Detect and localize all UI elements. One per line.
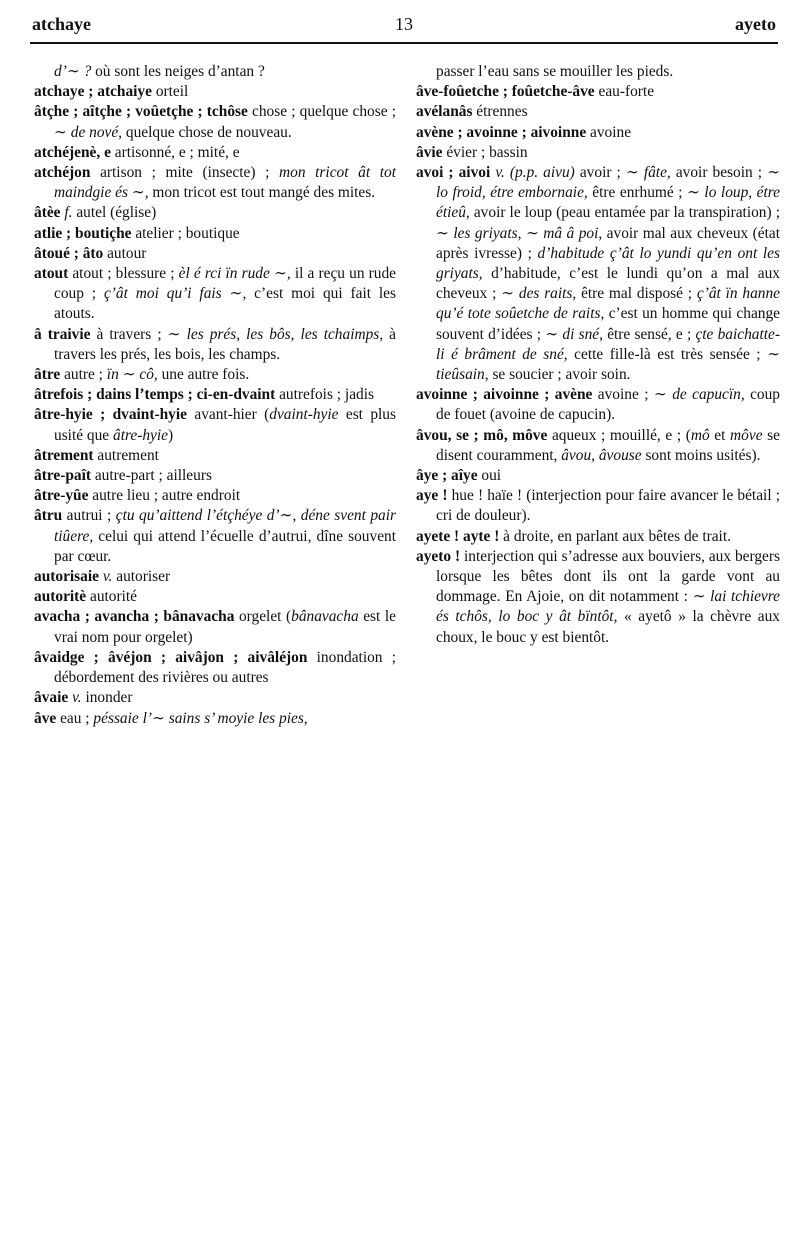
definition-text: aqueux ; mouillé, e ; ( [547, 426, 691, 444]
definition-text: avant-hier ( [186, 406, 270, 424]
dictionary-entry [34, 385, 396, 405]
dictionary-entry [34, 486, 396, 506]
dictionary-entry [34, 102, 396, 142]
dictionary-entry [416, 527, 780, 547]
dictionary-entry [34, 405, 396, 445]
definition-text: étrennes [472, 103, 528, 121]
definition-text: être mal disposé ; [576, 285, 697, 303]
example-text: môve [730, 426, 763, 444]
example-text: ∼ des raits, [501, 285, 577, 303]
example-text: mon tricot ât tot maindgie és ∼, [54, 164, 396, 202]
dictionary-entry [34, 709, 396, 729]
definition-text: ) [167, 426, 174, 444]
dictionary-entry [416, 466, 780, 486]
definition-text: une autre fois. [157, 366, 250, 384]
dictionary-entry [416, 163, 780, 385]
headword: â traivie [34, 325, 91, 343]
definition-text: autrui ; [62, 507, 116, 525]
dictionary-entry [34, 607, 396, 647]
headword: âvaidge ; âvéjon ; aivâjon ; aivâléjon [34, 648, 308, 666]
example-text: d’∼ ? [54, 63, 92, 80]
dictionary-entry [34, 506, 396, 567]
dictionary-entry [416, 123, 780, 143]
headword: âvaie [34, 689, 69, 707]
right-column [416, 62, 780, 648]
left-column [34, 62, 396, 729]
definition-text: avoine ; [592, 386, 654, 404]
dictionary-entry [416, 62, 780, 82]
definition-text: coup de fouet (avoine de capucin). [436, 386, 781, 424]
page-number: 13 [395, 14, 413, 34]
definition-text: à travers les prés, les bois, les champs. [54, 325, 397, 363]
headword: atout [34, 265, 69, 283]
example-text: âtre-hyie [113, 426, 168, 444]
example-text: ∼ tieûsain, [436, 345, 780, 384]
definition-text: eau ; [56, 709, 94, 727]
example-text: èl é rci ïn rude ∼, [178, 265, 291, 283]
right-guide-word: ayeto [735, 14, 776, 34]
example-text: mô [690, 426, 710, 444]
headword: âtru [34, 507, 63, 525]
dictionary-entry [416, 486, 780, 526]
definition-text: autrefois ; jadis [275, 386, 374, 404]
definition-text: évier ; bassin [442, 143, 528, 161]
page-header [32, 14, 776, 44]
example-text: v. [72, 689, 82, 707]
dictionary-entry [34, 244, 396, 264]
dictionary-entry [34, 648, 396, 688]
headword: âtre-paît [34, 467, 91, 485]
example-text: çte baichatte-li é brâment de sné, [436, 325, 781, 363]
definition-text: « ayetô » la chèvre aux choux, le bouc y est bientôt. [436, 608, 780, 646]
header-rule [30, 42, 778, 44]
definition-text: autre lieu ; autre endroit [88, 487, 241, 505]
example-text: ïn ∼ cô, [106, 366, 158, 384]
headword: âtrefois ; dains l’temps ; ci-en-dvaint [34, 386, 276, 404]
definition-text: être sensé, e ; [602, 325, 696, 343]
dictionary-entry [416, 82, 780, 102]
left-guide-word: atchaye [32, 14, 91, 34]
headword: avacha ; avancha ; bânavacha [34, 608, 235, 626]
example-text: péssaie l’∼ sains s’ moyie les pies, [93, 709, 308, 727]
headword: avoi ; aivoi [416, 164, 491, 182]
example-text: ∼ lai tchievre és tchôs, lo boc y ât bïntôt, [436, 588, 781, 626]
definition-text: avoine [586, 123, 632, 141]
definition-text: autour [103, 244, 147, 262]
dictionary-entry [34, 567, 396, 587]
example-text: f. [64, 204, 73, 222]
dictionary-entry [34, 62, 396, 82]
dictionary-entry [416, 385, 780, 425]
definition-text: oui [477, 467, 502, 485]
dictionary-entry [34, 264, 396, 325]
definition-text: se soucier ; avoir soin. [488, 366, 631, 384]
definition-text: mon tricot est tout mangé des mites. [148, 184, 376, 202]
definition-text: c’est un homme qui change souvent d’idées ; [436, 305, 780, 343]
dictionary-entry [34, 325, 396, 365]
definition-text: c’est moi qui fait les atouts. [54, 285, 396, 323]
definition-text: interjection qui s’adresse aux bouviers, aux bergers lorsque les bêtes dont ils ont la garde vont au dommage. En Ajoie, on dit notamment : [436, 547, 781, 606]
headword: âtoué ; âto [34, 244, 104, 262]
definition-text: où sont les neiges d’antan ? [91, 63, 265, 80]
headword: avène ; avoinne ; aivoinne [416, 123, 587, 141]
dictionary-entry [34, 587, 396, 607]
dictionary-entry [416, 426, 780, 466]
headword: atchéjon [34, 164, 91, 182]
definition-text: artisonné, e ; mité, e [110, 143, 240, 161]
definition-text: d’habitude, c’est le lundi qu’on a mal aux cheveux ; [436, 265, 780, 303]
headword: avélanâs [416, 103, 473, 121]
dictionary-entry [34, 143, 396, 163]
definition-text: à travers ; [90, 325, 168, 343]
dictionary-entry [34, 365, 396, 385]
headword: âve-foûetche ; foûetche-âve [416, 83, 595, 101]
dictionary-entry [416, 547, 780, 648]
headword: âtre-hyie ; dvaint-hyie [34, 406, 187, 424]
example-text: ∼ de capucïn, [653, 386, 745, 404]
definition-text: être enrhumé ; [587, 184, 688, 202]
definition-text: atelier ; boutique [131, 224, 240, 242]
definition-text: avoir besoin ; [670, 164, 768, 182]
definition-text: avoir mal aux cheveux (état après ivresse) ; [436, 224, 781, 262]
example-text: âvou, âvouse [561, 446, 642, 464]
headword: âvou, se ; mô, môve [416, 426, 548, 444]
definition-text: est plus usité que [54, 406, 396, 444]
definition-text: autre-part ; ailleurs [91, 467, 212, 485]
dictionary-entry [34, 224, 396, 244]
headword: âvie [416, 143, 443, 161]
dictionary-entry [34, 163, 396, 203]
headword: âtre [34, 366, 61, 384]
definition-text: autorité [86, 588, 137, 606]
definition-text: chose ; quelque chose ; [247, 103, 396, 121]
definition-text: sont moins usités). [641, 446, 761, 464]
example-text: ∼ fâte, [625, 164, 671, 182]
definition-text: passer l’eau sans se mouiller les pieds. [436, 63, 674, 80]
example-text: ∼ lo loup, étre étieû, [436, 184, 780, 222]
headword: autoritè [34, 588, 87, 606]
headword: ayete ! ayte ! [416, 527, 500, 545]
example-text: bânavacha [291, 608, 359, 626]
dictionary-entry [416, 102, 780, 122]
headword: autorisaie [34, 568, 99, 586]
example-text: dvaint-hyie [269, 406, 339, 424]
headword: atlie ; boutiçhe [34, 224, 132, 242]
example-text: çtu qu’aittend l’étçhéye d’∼, déne svent pair tiûere, [54, 507, 396, 545]
example-text: v. (p.p. aivu) [495, 164, 575, 182]
definition-text: inonder [81, 689, 133, 707]
definition-text: celui qui attend l’écuelle d’autrui, dîne souvent par cœur. [54, 527, 396, 565]
definition-text: avoir le loup (peau entamée par la transpiration) ; [469, 204, 780, 222]
example-text: ∼ di sné, [545, 325, 603, 343]
example-text: ∼ de nové, [54, 123, 123, 141]
dictionary-entry [416, 143, 780, 163]
definition-text: autre ; [60, 366, 107, 384]
headword: atchaye ; atchaiye [34, 83, 152, 101]
example-text: v. [102, 568, 113, 586]
definition-text: cette fille-là est très sensée ; [567, 345, 768, 363]
definition-text: quelque chose de nouveau. [122, 123, 292, 141]
definition-text: à droite, en parlant aux bêtes de trait. [499, 527, 731, 545]
headword: aye ! [416, 487, 448, 505]
headword: atchéjenè, e [34, 143, 111, 161]
example-text: ç’ât moi qu’i fais ∼, [103, 285, 247, 303]
definition-text: eau-forte [594, 83, 655, 101]
headword: âtçhe ; aîtçhe ; voûetçhe ; tchôse [34, 103, 248, 121]
headword: âtre-yûe [34, 487, 89, 505]
definition-text: autel (église) [72, 204, 157, 222]
dictionary-entry [34, 466, 396, 486]
dictionary-entry [34, 82, 396, 102]
headword: avoinne ; aivoinne ; avène [416, 386, 593, 404]
dictionary-entry [34, 688, 396, 708]
dictionary-entry [34, 446, 396, 466]
headword: âtèe [34, 204, 61, 222]
definition-text: atout ; blessure ; [68, 265, 179, 283]
dictionary-entry [34, 203, 396, 223]
definition-text: artison ; mite (insecte) ; [90, 164, 280, 182]
example-text: d’habitude ç’ât lo yundi qu’en ont les griyats, [436, 244, 780, 283]
definition-text: orgelet ( [234, 608, 292, 626]
definition-text: et [709, 426, 731, 444]
definition-text: inondation ; débordement des rivières ou autres [54, 648, 396, 687]
definition-text: il a reçu un rude coup ; [54, 265, 396, 303]
definition-text: hue ! haïe ! (interjection pour faire avancer le bétail ; cri de douleur). [436, 487, 780, 525]
headword: âve [34, 709, 57, 727]
example-text: ∼ lo froid, étre embornaie, [436, 164, 780, 202]
definition-text: avoir ; [574, 164, 626, 182]
example-text: ç’ât ïn hanne qu’é tote soûetche de raits, [436, 285, 780, 323]
headword: âye ; aîye [416, 467, 478, 485]
definition-text: autrement [93, 446, 159, 464]
definition-text: orteil [151, 83, 189, 101]
definition-text: autoriser [112, 568, 171, 586]
example-text: ∼ les griyats, ∼ mâ â poi, [436, 224, 603, 242]
headword: ayeto ! [416, 547, 461, 565]
definition-text: se disent couramment, [436, 426, 780, 464]
example-text: ∼ les prés, les bôs, les tchaimps, [167, 325, 384, 343]
headword: âtrement [34, 446, 94, 464]
definition-text: est le vrai nom pour orgelet) [54, 608, 396, 646]
